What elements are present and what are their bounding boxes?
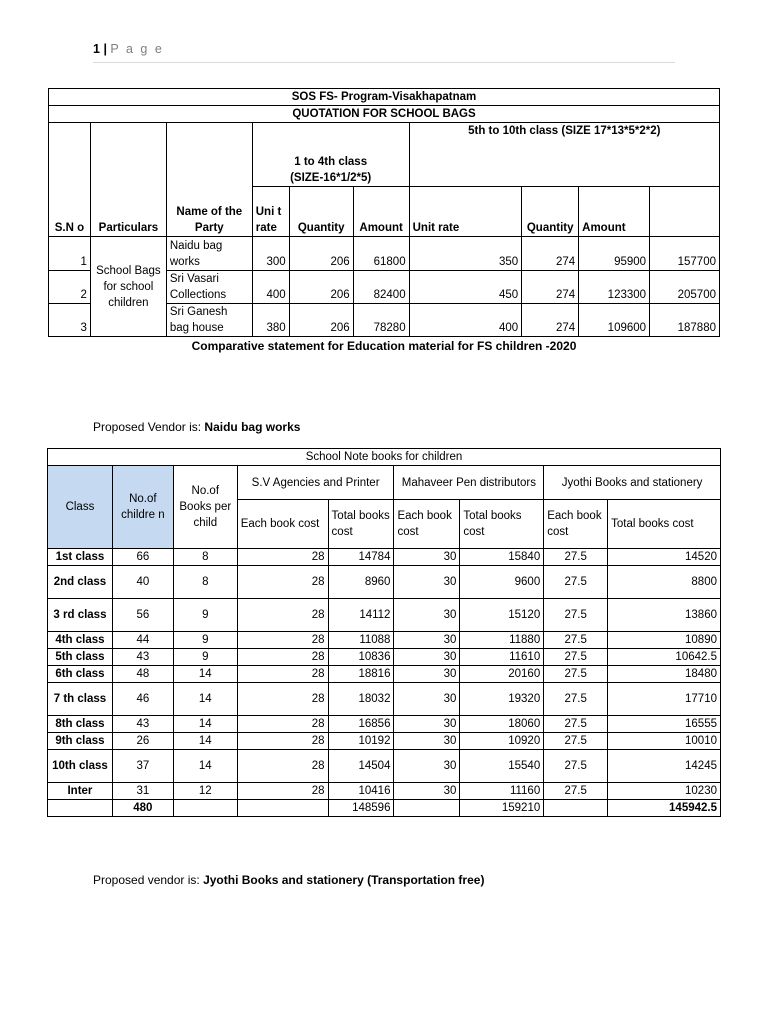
header-unit-rate-1: Uni t rate bbox=[252, 187, 289, 237]
books-per-child-cell: 8 bbox=[173, 549, 237, 566]
each-book-cost-a-cell: 28 bbox=[237, 549, 328, 566]
header-vendor-sv-agencies: S.V Agencies and Printer bbox=[237, 466, 394, 500]
quotation-table bbox=[48, 88, 720, 337]
header-quantity-1: Quantity bbox=[289, 187, 353, 237]
page-number: 1 bbox=[93, 42, 100, 56]
each-book-cost-c-cell: 27.5 bbox=[544, 733, 608, 750]
header-each-book-cost-c: Each book cost bbox=[544, 500, 608, 549]
comparative-statement-title: Comparative statement for Education material for FS children -2020 bbox=[191, 339, 577, 353]
quotation-title-program: SOS FS- Program-Visakhapatnam bbox=[49, 89, 720, 106]
total-books-cost-b-cell: 15120 bbox=[460, 599, 544, 632]
each-book-cost-c-cell: 27.5 bbox=[544, 632, 608, 649]
particulars-cell: School Bags for school children bbox=[90, 237, 166, 337]
quantity-1-cell: 206 bbox=[289, 237, 353, 271]
each-book-cost-b-cell: 30 bbox=[394, 783, 460, 800]
each-book-cost-c-cell: 27.5 bbox=[544, 566, 608, 599]
total-books-cost-b-cell: 10920 bbox=[460, 733, 544, 750]
total-books-cost-c-cell: 18480 bbox=[608, 666, 721, 683]
each-book-cost-c-cell: 27.5 bbox=[544, 599, 608, 632]
amount-2-cell: 109600 bbox=[579, 304, 650, 337]
header-unit-rate-2: Unit rate bbox=[409, 187, 522, 237]
sno-cell: 2 bbox=[49, 271, 91, 304]
notebook-row bbox=[48, 649, 721, 666]
each-book-cost-c-cell: 27.5 bbox=[544, 683, 608, 716]
class-cell: Inter bbox=[48, 783, 113, 800]
books-per-child-cell: 9 bbox=[173, 599, 237, 632]
each-book-cost-c-cell: 27.5 bbox=[544, 549, 608, 566]
header-particulars: Particulars bbox=[90, 123, 166, 237]
totals-empty-class bbox=[48, 800, 113, 817]
party-cell: Sri Vasari Collections bbox=[166, 271, 252, 304]
books-per-child-cell: 9 bbox=[173, 649, 237, 666]
each-book-cost-c-cell: 27.5 bbox=[544, 750, 608, 783]
notebook-row bbox=[48, 683, 721, 716]
books-per-child-cell: 8 bbox=[173, 566, 237, 599]
total-books-cost-a-cell: 11088 bbox=[328, 632, 394, 649]
sno-cell: 3 bbox=[49, 304, 91, 337]
proposed-vendor-value: Jyothi Books and stationery (Transportation free) bbox=[203, 873, 485, 887]
group-5th-to-10th: 5th to 10th class (SIZE 17*13*5*2*2) bbox=[409, 123, 719, 187]
amount-2-cell: 123300 bbox=[579, 271, 650, 304]
notebook-row bbox=[48, 549, 721, 566]
class-cell: 2nd class bbox=[48, 566, 113, 599]
each-book-cost-b-cell: 30 bbox=[394, 599, 460, 632]
total-books-cost-a-cell: 18032 bbox=[328, 683, 394, 716]
header-each-book-cost-a: Each book cost bbox=[237, 500, 328, 549]
total-books-cost-a-cell: 8960 bbox=[328, 566, 394, 599]
each-book-cost-a-cell: 28 bbox=[237, 566, 328, 599]
unit-rate-2-cell: 400 bbox=[409, 304, 522, 337]
total-books-cost-b-cell: 9600 bbox=[460, 566, 544, 599]
class-cell: 8th class bbox=[48, 716, 113, 733]
each-book-cost-b-cell: 30 bbox=[394, 716, 460, 733]
class-cell: 3 rd class bbox=[48, 599, 113, 632]
header-quantity-2: Quantity bbox=[522, 187, 579, 237]
total-cell: 157700 bbox=[650, 237, 720, 271]
proposed-vendor-label: Proposed Vendor is: bbox=[93, 420, 205, 434]
total-books-cost-c-cell: 13860 bbox=[608, 599, 721, 632]
unit-rate-2-cell: 350 bbox=[409, 237, 522, 271]
notebook-row bbox=[48, 599, 721, 632]
total-books-cost-a-cell: 14504 bbox=[328, 750, 394, 783]
children-cell: 26 bbox=[112, 733, 173, 750]
total-books-cost-c-cell: 8800 bbox=[608, 566, 721, 599]
header-each-book-cost-b: Each book cost bbox=[394, 500, 460, 549]
header-total-books-cost-b: Total books cost bbox=[460, 500, 544, 549]
page-word: P a g e bbox=[110, 42, 164, 56]
amount-1-cell: 78280 bbox=[353, 304, 409, 337]
amount-2-cell: 95900 bbox=[579, 237, 650, 271]
header-total-empty bbox=[650, 187, 720, 237]
total-children: 480 bbox=[112, 800, 173, 817]
each-book-cost-b-cell: 30 bbox=[394, 649, 460, 666]
header-amount-2: Amount bbox=[579, 187, 650, 237]
each-book-cost-a-cell: 28 bbox=[237, 750, 328, 783]
total-books-cost-a-cell: 18816 bbox=[328, 666, 394, 683]
total-books-cost-a-cell: 10416 bbox=[328, 783, 394, 800]
children-cell: 46 bbox=[112, 683, 173, 716]
class-cell: 1st class bbox=[48, 549, 113, 566]
page-separator: | bbox=[103, 42, 107, 56]
each-book-cost-c-cell: 27.5 bbox=[544, 649, 608, 666]
total-cost-mahaveer: 159210 bbox=[460, 800, 544, 817]
totals-empty-each-a bbox=[237, 800, 328, 817]
books-per-child-cell: 14 bbox=[173, 750, 237, 783]
header-vendor-mahaveer: Mahaveer Pen distributors bbox=[394, 466, 544, 500]
notebook-row bbox=[48, 733, 721, 750]
class-cell: 6th class bbox=[48, 666, 113, 683]
each-book-cost-a-cell: 28 bbox=[237, 599, 328, 632]
each-book-cost-a-cell: 28 bbox=[237, 783, 328, 800]
each-book-cost-c-cell: 27.5 bbox=[544, 666, 608, 683]
children-cell: 56 bbox=[112, 599, 173, 632]
children-cell: 31 bbox=[112, 783, 173, 800]
children-cell: 44 bbox=[112, 632, 173, 649]
each-book-cost-b-cell: 30 bbox=[394, 683, 460, 716]
quantity-1-cell: 206 bbox=[289, 271, 353, 304]
total-books-cost-c-cell: 10230 bbox=[608, 783, 721, 800]
proposed-vendor-label: Proposed vendor is: bbox=[93, 873, 204, 887]
each-book-cost-a-cell: 28 bbox=[237, 716, 328, 733]
each-book-cost-b-cell: 30 bbox=[394, 549, 460, 566]
unit-rate-1-cell: 400 bbox=[252, 271, 289, 304]
children-cell: 48 bbox=[112, 666, 173, 683]
quantity-2-cell: 274 bbox=[522, 304, 579, 337]
class-cell: 5th class bbox=[48, 649, 113, 666]
total-books-cost-a-cell: 14784 bbox=[328, 549, 394, 566]
quantity-1-cell: 206 bbox=[289, 304, 353, 337]
each-book-cost-a-cell: 28 bbox=[237, 666, 328, 683]
class-cell: 7 th class bbox=[48, 683, 113, 716]
notebook-row bbox=[48, 783, 721, 800]
each-book-cost-a-cell: 28 bbox=[237, 632, 328, 649]
group-1-to-4th-line1: 1 to 4th class bbox=[294, 156, 368, 168]
books-per-child-cell: 14 bbox=[173, 666, 237, 683]
total-books-cost-a-cell: 16856 bbox=[328, 716, 394, 733]
total-cost-sv-agencies: 148596 bbox=[328, 800, 394, 817]
group-1-to-4th-line2: (SIZE-16*1/2*5) bbox=[290, 172, 372, 184]
books-per-child-cell: 9 bbox=[173, 632, 237, 649]
children-cell: 43 bbox=[112, 649, 173, 666]
party-cell: Sri Ganesh bag house bbox=[166, 304, 252, 337]
children-cell: 37 bbox=[112, 750, 173, 783]
notebook-row bbox=[48, 566, 721, 599]
header-party: Name of the Party bbox=[166, 123, 252, 237]
total-books-cost-b-cell: 15540 bbox=[460, 750, 544, 783]
total-books-cost-c-cell: 17710 bbox=[608, 683, 721, 716]
each-book-cost-a-cell: 28 bbox=[237, 733, 328, 750]
each-book-cost-b-cell: 30 bbox=[394, 750, 460, 783]
header-books-per-child: No.of Books per child bbox=[173, 466, 237, 549]
total-books-cost-b-cell: 11160 bbox=[460, 783, 544, 800]
total-books-cost-a-cell: 10192 bbox=[328, 733, 394, 750]
total-cell: 187880 bbox=[650, 304, 720, 337]
each-book-cost-a-cell: 28 bbox=[237, 649, 328, 666]
total-books-cost-c-cell: 10890 bbox=[608, 632, 721, 649]
header-children: No.of childre n bbox=[112, 466, 173, 549]
notebooks-table bbox=[47, 448, 721, 817]
total-books-cost-b-cell: 11880 bbox=[460, 632, 544, 649]
notebook-row bbox=[48, 632, 721, 649]
notebooks-title: School Note books for children bbox=[48, 449, 721, 466]
total-books-cost-c-cell: 14245 bbox=[608, 750, 721, 783]
header-total-books-cost-a: Total books cost bbox=[328, 500, 394, 549]
each-book-cost-c-cell: 27.5 bbox=[544, 783, 608, 800]
children-cell: 40 bbox=[112, 566, 173, 599]
page-header bbox=[93, 42, 675, 63]
total-books-cost-b-cell: 15840 bbox=[460, 549, 544, 566]
each-book-cost-b-cell: 30 bbox=[394, 733, 460, 750]
group-1-to-4th bbox=[252, 123, 409, 187]
unit-rate-1-cell: 300 bbox=[252, 237, 289, 271]
header-vendor-jyothi: Jyothi Books and stationery bbox=[544, 466, 721, 500]
header-amount-1: Amount bbox=[353, 187, 409, 237]
totals-empty-books bbox=[173, 800, 237, 817]
totals-empty-each-b bbox=[394, 800, 460, 817]
notebook-row bbox=[48, 666, 721, 683]
total-books-cost-c-cell: 10010 bbox=[608, 733, 721, 750]
total-books-cost-c-cell: 16555 bbox=[608, 716, 721, 733]
notebooks-totals-row bbox=[48, 800, 721, 817]
books-per-child-cell: 14 bbox=[173, 683, 237, 716]
notebook-row bbox=[48, 750, 721, 783]
proposed-vendor-value: Naidu bag works bbox=[204, 420, 301, 434]
total-books-cost-b-cell: 11610 bbox=[460, 649, 544, 666]
total-books-cost-a-cell: 10836 bbox=[328, 649, 394, 666]
amount-1-cell: 82400 bbox=[353, 271, 409, 304]
notebook-row bbox=[48, 716, 721, 733]
quotation-title-bags: QUOTATION FOR SCHOOL BAGS bbox=[49, 106, 720, 123]
quantity-2-cell: 274 bbox=[522, 271, 579, 304]
sno-cell: 1 bbox=[49, 237, 91, 271]
total-cell: 205700 bbox=[650, 271, 720, 304]
header-sno: S.N o bbox=[49, 123, 91, 237]
books-per-child-cell: 14 bbox=[173, 716, 237, 733]
children-cell: 66 bbox=[112, 549, 173, 566]
header-total-books-cost-c: Total books cost bbox=[608, 500, 721, 549]
total-cost-jyothi: 145942.5 bbox=[608, 800, 721, 817]
books-per-child-cell: 12 bbox=[173, 783, 237, 800]
total-books-cost-b-cell: 19320 bbox=[460, 683, 544, 716]
total-books-cost-a-cell: 14112 bbox=[328, 599, 394, 632]
total-books-cost-b-cell: 20160 bbox=[460, 666, 544, 683]
each-book-cost-b-cell: 30 bbox=[394, 666, 460, 683]
total-books-cost-c-cell: 10642.5 bbox=[608, 649, 721, 666]
proposed-vendor-notebooks bbox=[93, 873, 484, 887]
each-book-cost-c-cell: 27.5 bbox=[544, 716, 608, 733]
class-cell: 4th class bbox=[48, 632, 113, 649]
unit-rate-1-cell: 380 bbox=[252, 304, 289, 337]
total-books-cost-c-cell: 14520 bbox=[608, 549, 721, 566]
class-cell: 9th class bbox=[48, 733, 113, 750]
proposed-vendor-bags bbox=[93, 420, 300, 434]
header-class: Class bbox=[48, 466, 113, 549]
each-book-cost-b-cell: 30 bbox=[394, 632, 460, 649]
unit-rate-2-cell: 450 bbox=[409, 271, 522, 304]
total-books-cost-b-cell: 18060 bbox=[460, 716, 544, 733]
books-per-child-cell: 14 bbox=[173, 733, 237, 750]
class-cell: 10th class bbox=[48, 750, 113, 783]
children-cell: 43 bbox=[112, 716, 173, 733]
each-book-cost-a-cell: 28 bbox=[237, 683, 328, 716]
quotation-row bbox=[49, 237, 720, 271]
amount-1-cell: 61800 bbox=[353, 237, 409, 271]
each-book-cost-b-cell: 30 bbox=[394, 566, 460, 599]
totals-empty-each-c bbox=[544, 800, 608, 817]
quantity-2-cell: 274 bbox=[522, 237, 579, 271]
party-cell: Naidu bag works bbox=[166, 237, 252, 271]
